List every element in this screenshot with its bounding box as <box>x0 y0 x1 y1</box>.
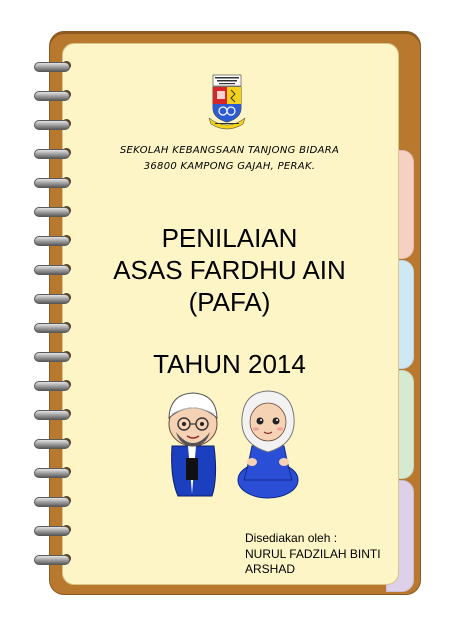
school-name: SEKOLAH KEBANGSAAN TANJONG BIDARA <box>119 145 340 156</box>
binder-ring-icon <box>34 524 76 536</box>
school-crest-icon <box>205 74 249 137</box>
binder-ring-icon <box>34 466 76 478</box>
title-year: TAHUN 2014 <box>153 349 306 379</box>
binder-ring-icon <box>34 379 76 391</box>
binder-ring-icon <box>34 408 76 420</box>
binder-ring-icon <box>34 176 76 188</box>
title-line-1: PENILAIAN <box>161 223 298 253</box>
prepared-by-name-line-2: ARSHAD <box>245 562 296 576</box>
boy-character-icon <box>169 393 217 496</box>
title-line-3: (PAFA) <box>188 287 271 317</box>
girl-character-icon <box>238 391 298 498</box>
binder-ring-icon <box>34 321 76 333</box>
binder-ring-icon <box>34 60 76 72</box>
binder-ring-icon <box>34 118 76 130</box>
prepared-by-name-line-1: NURUL FADZILAH BINTI <box>245 547 381 561</box>
school-address: 36800 KAMPONG GAJAH, PERAK. <box>143 161 316 172</box>
binder-ring-icon <box>34 205 76 217</box>
prepared-by-label: Disediakan oleh : <box>245 531 338 545</box>
characters <box>160 388 300 505</box>
binder-ring-icon <box>34 495 76 507</box>
title-line-2: ASAS FARDHU AIN <box>113 255 346 285</box>
binder-ring-icon <box>34 437 76 449</box>
binder-ring-icon <box>34 553 76 565</box>
binder-ring-icon <box>34 89 76 101</box>
